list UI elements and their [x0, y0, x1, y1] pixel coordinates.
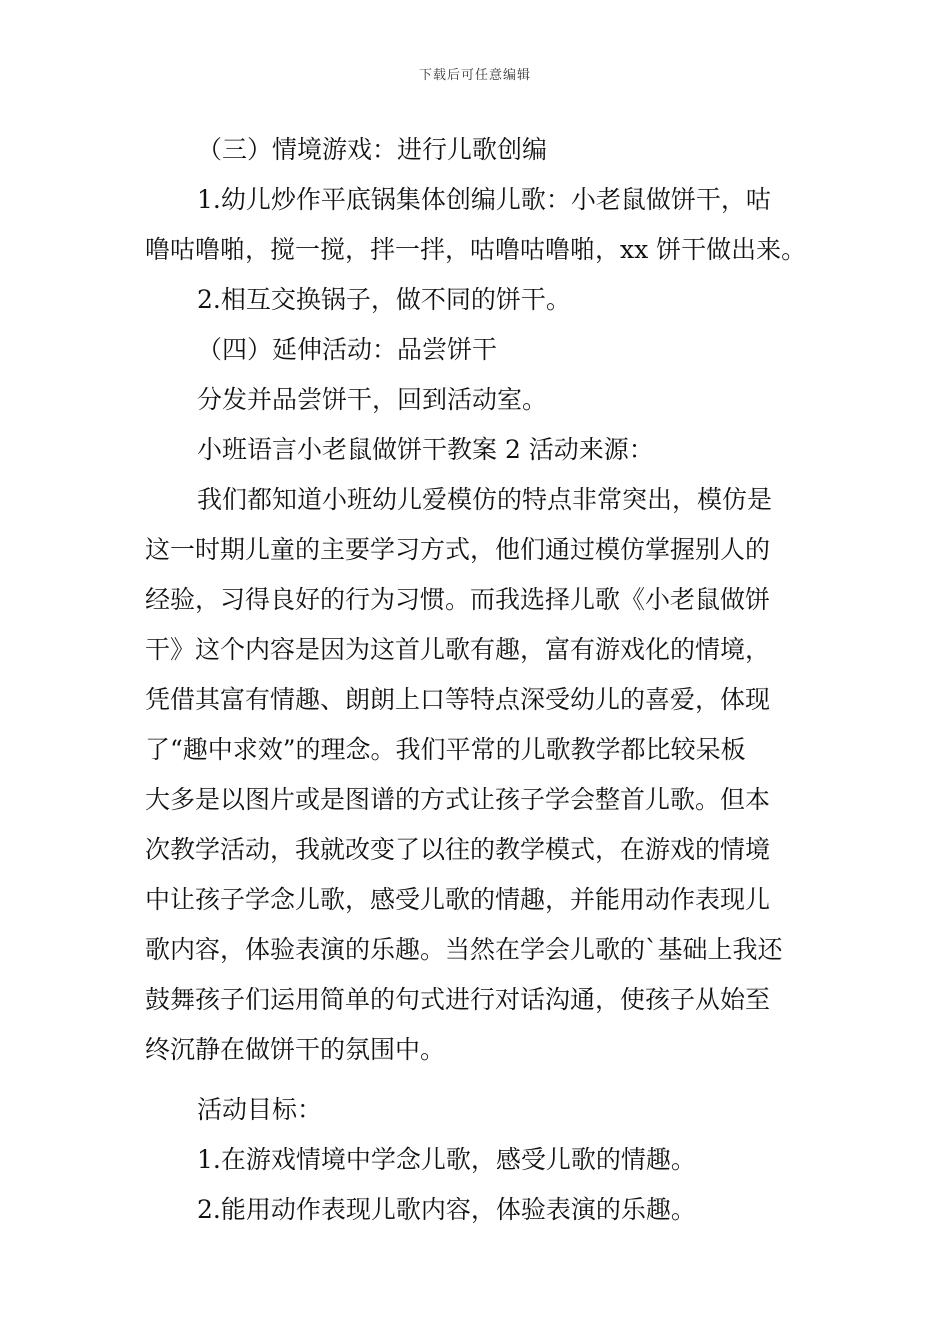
paragraph-line: 噜咕噜啪，搅一搅，拌一拌，咕噜咕噜啪，xx 饼干做出来。: [145, 235, 807, 264]
paragraph-line: 歌内容，体验表演的乐趣。当然在学会儿歌的`基础上我还: [145, 935, 783, 964]
paragraph-line: 了“趣中求效”的理念。我们平常的儿歌教学都比较呆板: [145, 735, 746, 764]
paragraph-line: 大多是以图片或是图谱的方式让孩子学会整首儿歌。但本: [145, 785, 771, 814]
paragraph-line: 这一时期儿童的主要学习方式，他们通过模仿掌握别人的: [145, 535, 771, 564]
goal-item: 1.在游戏情境中学念儿歌，感受儿歌的情趣。: [197, 1145, 696, 1174]
paragraph-line: 我们都知道小班幼儿爱模仿的特点非常突出，模仿是: [197, 485, 773, 514]
paragraph-line: 终沉静在做饼干的氛围中。: [145, 1035, 446, 1064]
paragraph-line: 次教学活动，我就改变了以往的教学模式，在游戏的情境: [145, 835, 771, 864]
paragraph-line: 分发并品尝饼干，回到活动室。: [197, 385, 548, 414]
lesson-title-line: 小班语言小老鼠做饼干教案 2 活动来源：: [197, 435, 654, 464]
goals-heading: 活动目标：: [197, 1095, 323, 1124]
paragraph-line: 中让孩子学念儿歌，感受儿歌的情趣，并能用动作表现儿: [145, 885, 771, 914]
spacer: [145, 1075, 807, 1085]
section-heading-4: （四）延伸活动：品尝饼干: [197, 335, 498, 364]
paragraph-line: 干》这个内容是因为这首儿歌有趣，富有游戏化的情境，: [145, 635, 771, 664]
page-header: 下载后可任意编辑: [418, 68, 531, 83]
paragraph-line: 2.相互交换锅子，做不同的饼干。: [197, 285, 571, 314]
paragraph-line: 鼓舞孩子们运用简单的句式进行对话沟通，使孩子从始至: [145, 985, 771, 1014]
goal-item: 2.能用动作表现儿歌内容，体验表演的乐趣。: [197, 1195, 696, 1224]
paragraph-line: 经验，习得良好的行为习惯。而我选择儿歌《小老鼠做饼: [145, 585, 771, 614]
document-body: [145, 125, 807, 1235]
paragraph-line: 1.幼儿炒作平底锅集体创编儿歌：小老鼠做饼干，咕: [197, 185, 771, 214]
paragraph-line: 凭借其富有情趣、朗朗上口等特点深受幼儿的喜爱，体现: [145, 685, 771, 714]
section-heading-3: （三）情境游戏：进行儿歌创编: [197, 135, 548, 164]
